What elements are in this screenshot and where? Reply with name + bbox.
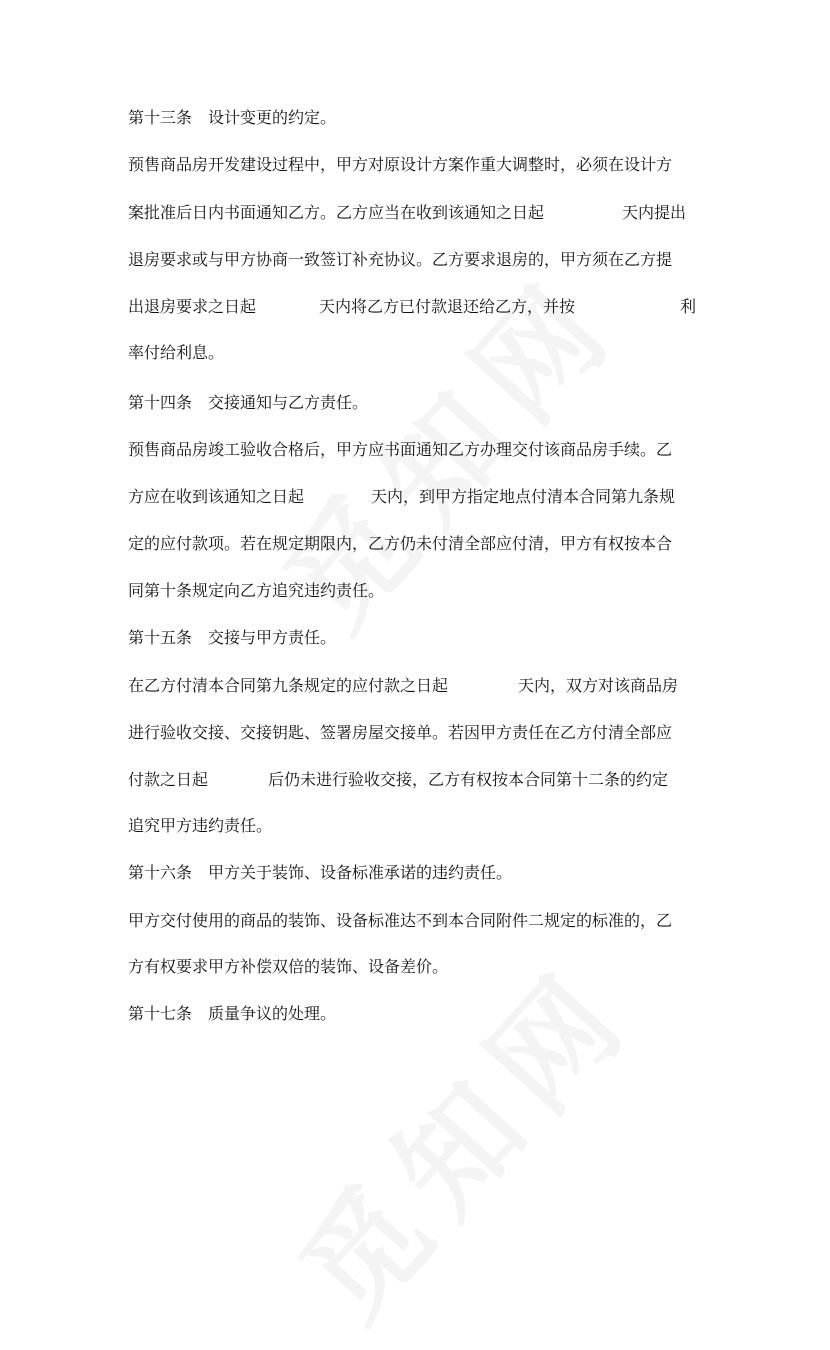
text-segment: 预售商品房竣工验收合格后，甲方应书面通知乙方办理交付该商品房手续。乙 bbox=[128, 440, 673, 459]
article-14-title: 第十四条 交接通知与乙方责任。 bbox=[128, 393, 369, 412]
text-segment: 出退房要求之日起 bbox=[128, 297, 257, 316]
text-segment: 案批准后日内书面通知乙方。乙方应当在收到该通知之日起 bbox=[128, 203, 545, 222]
text-segment: 利 bbox=[680, 297, 697, 316]
text-segment: 追究甲方违约责任。 bbox=[128, 816, 273, 835]
text-segment: 天内，双方对该商品房 bbox=[518, 676, 679, 695]
text-segment: 付款之日起 bbox=[128, 770, 209, 789]
text-segment: 进行验收交接、交接钥匙、签署房屋交接单。若因甲方责任在乙方付清全部应 bbox=[128, 723, 673, 742]
watermark bbox=[256, 922, 665, 1349]
text-segment: 天内提出 bbox=[622, 203, 687, 222]
text-segment: 天内，到甲方指定地点付清本合同第九条规 bbox=[371, 487, 676, 506]
text-segment: 天内将乙方已付款退还给乙方，并按 bbox=[319, 297, 576, 316]
text-segment: 在乙方付清本合同第九条规定的应付款之日起 bbox=[128, 676, 449, 695]
text-segment: 方应在收到该通知之日起 bbox=[128, 487, 305, 506]
article-17-title: 第十七条 质量争议的处理。 bbox=[128, 1004, 337, 1023]
text-segment: 方有权要求甲方补偿双倍的装饰、设备差价。 bbox=[128, 957, 449, 976]
text-segment: 定的应付款项。若在规定期限内，乙方仍未付清全部应付清，甲方有权按本合 bbox=[128, 534, 673, 553]
article-15-title: 第十五条 交接与甲方责任。 bbox=[128, 628, 337, 647]
article-13-title: 第十三条 设计变更的约定。 bbox=[128, 108, 337, 127]
text-segment: 后仍未进行验收交接，乙方有权按本合同第十二条的约定 bbox=[268, 770, 669, 789]
text-segment: 退房要求或与甲方协商一致签订补充协议。乙方要求退房的，甲方须在乙方提 bbox=[128, 250, 673, 269]
text-segment: 率付给利息。 bbox=[128, 343, 225, 362]
text-segment: 预售商品房开发建设过程中，甲方对原设计方案作重大调整时，必须在设计方 bbox=[128, 155, 673, 174]
text-segment: 同第十条规定向乙方追究违约责任。 bbox=[128, 581, 385, 600]
text-segment: 甲方交付使用的商品的装饰、设备标准达不到本合同附件二规定的标准的，乙 bbox=[128, 911, 673, 930]
article-16-title: 第十六条 甲方关于装饰、设备标准承诺的违约责任。 bbox=[128, 863, 513, 882]
